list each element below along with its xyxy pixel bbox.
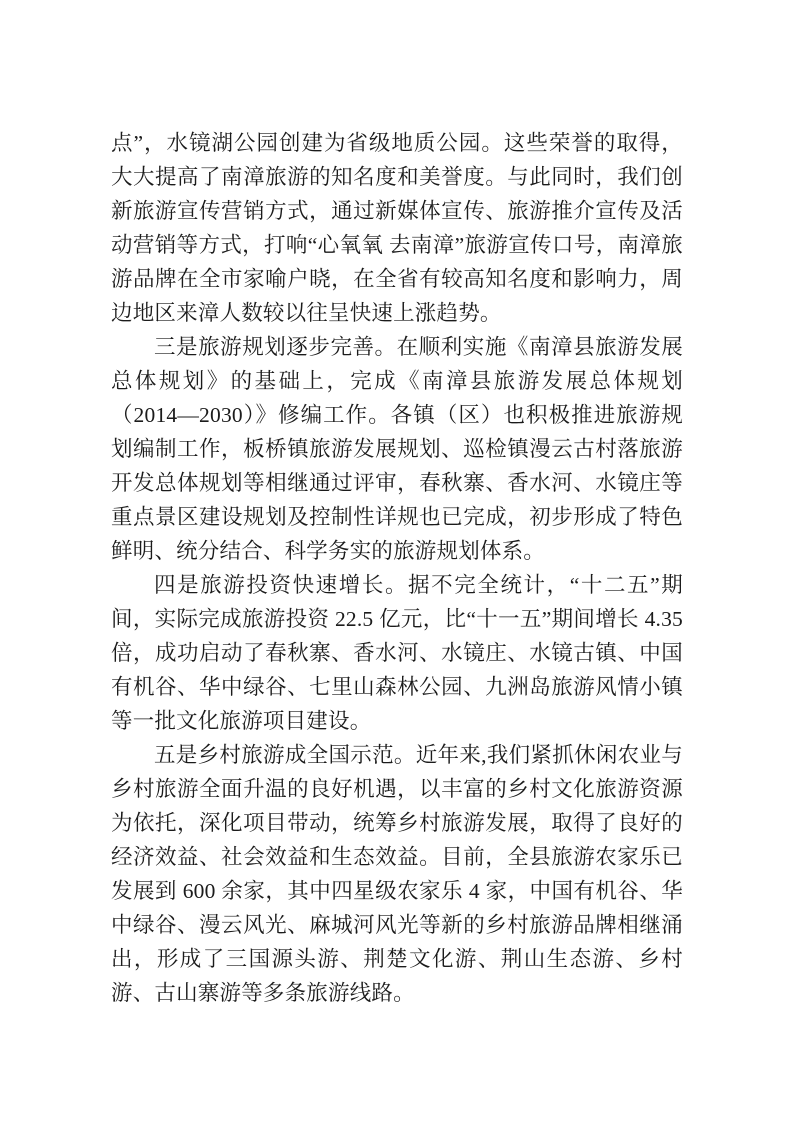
- paragraph-tourism-planning: 三是旅游规划逐步完善。在顺利实施《南漳县旅游发展总体规划》的基础上，完成《南漳县旅游发展总体规划（2014—2030）》修编工作。各镇（区）也积极推进旅游规划编制工作，板桥镇旅游发展规划、巡检镇漫云古村落旅游开发总体规划等相继通过评审，春秋寨、香水河、水镜庄等重点景区建设规划及控制性详规也已完成，初步形成了特色鲜明、统分结合、科学务实的旅游规划体系。: [111, 335, 683, 563]
- paragraph-honors-and-marketing: 点”，水镜湖公园创建为省级地质公园。这些荣誉的取得，大大提高了南漳旅游的知名度和美誉度。与此同时，我们创新旅游宣传营销方式，通过新媒体宣传、旅游推介宣传及活动营销等方式，打响“心氧氧 去南漳”旅游宣传口号，南漳旅游品牌在全市家喻户晓，在全省有较高知名度和影响力，周边地区来漳人数较以往呈快速上涨趋势。: [111, 131, 683, 325]
- paragraph-rural-tourism: 五是乡村旅游成全国示范。近年来,我们紧抓休闲农业与乡村旅游全面升温的良好机遇，以丰富的乡村文化旅游资源为依托，深化项目带动，统筹乡村旅游发展，取得了良好的经济效益、社会效益和生态效益。目前，全县旅游农家乐已发展到 600 余家，其中四星级农家乐 4 家，中国有机谷、华中绿谷、漫云风光、麻城河风光等新的乡村旅游品牌相继涌出，形成了三国源头游、荆楚文化游、荆山生态游、乡村游、古山寨游等多条旅游线路。: [111, 743, 683, 1005]
- document-body: [111, 126, 683, 1010]
- paragraph-tourism-investment: 四是旅游投资快速增长。据不完全统计，“十二五”期间，实际完成旅游投资 22.5 亿元，比“十一五”期间增长 4.35 倍，成功启动了春秋寨、香水河、水镜庄、水镜古镇、中国有机谷、华中绿谷、七里山森林公园、九洲岛旅游风情小镇等一批文化旅游项目建设。: [111, 573, 683, 733]
